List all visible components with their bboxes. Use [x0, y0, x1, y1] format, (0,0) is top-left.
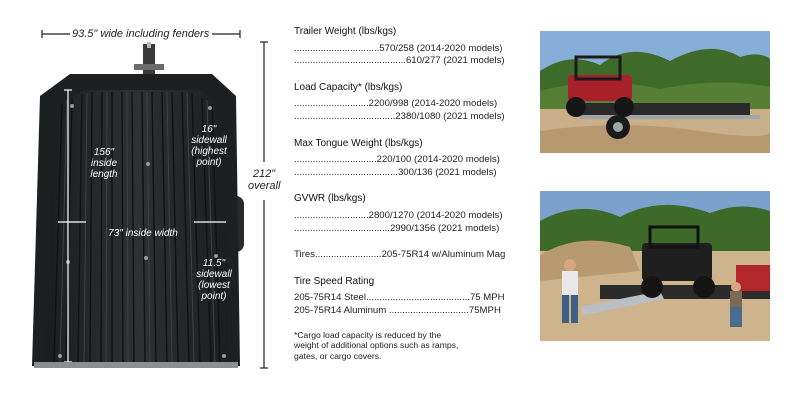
- spec-line: ....................................2990/1356 (2021 models): [294, 222, 500, 234]
- spec-title: Max Tongue Weight (lbs/kgs): [294, 137, 423, 149]
- width-label: 93.5" wide including fenders: [72, 28, 210, 40]
- trailer-top-view-icon: [0, 0, 290, 400]
- spec-list: [294, 26, 524, 361]
- spec-line: 205-75R14 Steel.......................................75 MPH: [294, 292, 505, 304]
- sidewall-high-label: 16" sidewall (highest point): [191, 124, 227, 168]
- loading-ramp-photo: [540, 191, 770, 341]
- utv-on-trailer-photo-icon: [540, 31, 770, 153]
- utv-on-trailer-photo: [540, 31, 770, 153]
- spec-gvwr: [294, 193, 524, 235]
- spec-line: ...............................220/100 (2014-2020 models): [294, 154, 500, 166]
- spec-tongue-weight: [294, 138, 524, 180]
- spec-line: ............................2200/998 (2014-2020 models): [294, 98, 498, 110]
- spec-line: 205-75R14 Aluminum ..............................75MPH: [294, 304, 501, 316]
- spec-line: ..........................................610/277 (2021 models): [294, 55, 505, 67]
- spec-trailer-weight: [294, 26, 524, 68]
- sidewall-low-label: 11.5" sidewall (lowest point): [196, 258, 232, 302]
- spec-title: Trailer Weight (lbs/kgs): [294, 26, 397, 37]
- spec-title: GVWR (lbs/kgs): [294, 193, 366, 205]
- spec-line: ......................................2380/1080 (2021 models): [294, 110, 505, 122]
- cargo-note: *Cargo load capacity is reduced by the weight of additional options such as ramps, gates, or cargo covers.: [294, 329, 459, 361]
- loading-ramp-photo-icon: [540, 191, 770, 341]
- trailer-diagram: [0, 0, 290, 400]
- spec-tires: [294, 249, 524, 262]
- spec-load-capacity: [294, 82, 524, 124]
- spec-title: Load Capacity* (lbs/kgs): [294, 81, 403, 93]
- inside-length-label: 156" inside length: [90, 147, 118, 180]
- spec-line: Tires.........................205-75R14 w/Aluminum Mag: [294, 249, 506, 261]
- spec-line: ................................570/258 (2014-2020 models): [294, 42, 503, 54]
- overall-length-label: 212" overall: [248, 168, 281, 192]
- spec-line: .......................................300/136 (2021 models): [294, 166, 497, 178]
- spec-title: Tire Speed Rating: [294, 275, 375, 287]
- spec-tire-speed: [294, 276, 524, 318]
- spec-line: ............................2800/1270 (2014-2020 models): [294, 209, 503, 221]
- inside-width-label: 73" inside width: [108, 228, 178, 239]
